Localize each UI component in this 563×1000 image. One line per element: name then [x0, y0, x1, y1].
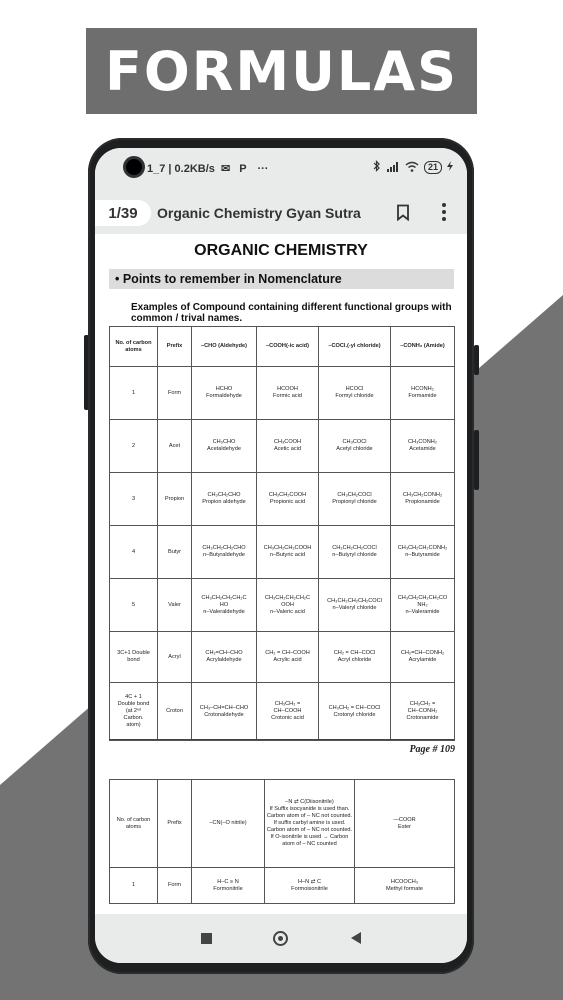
table-cell: CH₃CH₂CHO Propion aldehyde: [192, 473, 257, 526]
table-cell: CH₃CHO Acetaldehyde: [192, 420, 257, 473]
table-row: [110, 868, 455, 904]
status-right: [373, 160, 453, 175]
header-cell: No. of carbon atoms: [110, 327, 158, 367]
header-cell: No. of carbon atoms: [110, 780, 158, 868]
table-cell: 4C + 1 Double bond (at 2ⁿᵈ Carbon. atom): [110, 683, 158, 741]
table-cell: Form: [158, 868, 192, 904]
table-cell: Croton: [158, 683, 192, 741]
table-cell: CH₃CH₂COCl Propionyl chloride: [319, 473, 391, 526]
table-header-row: [110, 327, 455, 367]
header-cell: –COCl.(-yl chloride): [319, 327, 391, 367]
formulas-banner: [86, 28, 477, 114]
phone-side-button: [474, 345, 479, 375]
table-cell: HCHO Formaldehyde: [192, 367, 257, 420]
table-cell: H–N ⇄ C Formoisonitrile: [265, 868, 355, 904]
network-speed: 1_7 | 0.2KB/s: [147, 163, 215, 175]
table-cell: CH₃CONH₂ Acetamide: [391, 420, 455, 473]
banner-title: FORMULAS: [104, 39, 459, 103]
table-cell: CH₃CH₂CH₂CH₂C OOH n–Valeric acid: [257, 579, 319, 632]
table-cell: CH₃CH₂COOH Propionic acid: [257, 473, 319, 526]
table-row: [110, 420, 455, 473]
table-cell: Butyr: [158, 526, 192, 579]
table-cell: CH₃CH₂CONH₂ Propionamide: [391, 473, 455, 526]
table-cell: HCONH₂ Formamide: [391, 367, 455, 420]
table-row: [110, 526, 455, 579]
table-cell: 1: [110, 367, 158, 420]
header-cell: –N ⇄ C(Diisonitrile) If Suffix isocyanide is used than. Carbon atom of – NC not counted. If suffix carbyl amine is used. Carbon atom of – NC not counted. If O-isonitrile is used → Carbon atom of – NC counted: [265, 780, 355, 868]
table-cell: 4: [110, 526, 158, 579]
section-title: • Points to remember in Nomenclature: [109, 269, 454, 289]
table-row: [110, 683, 455, 741]
status-left: [147, 162, 268, 175]
phone-screen: [95, 148, 467, 963]
page-heading: ORGANIC CHEMISTRY: [194, 242, 368, 259]
table-cell: CH₃CH₂CH₂CH₂COCl n–Valeryl chloride: [319, 579, 391, 632]
table-row: [110, 473, 455, 526]
header-cell: –CHO (Aldehyde): [192, 327, 257, 367]
nitrile-ester-table: [109, 779, 455, 904]
navigation-bar: [95, 914, 467, 963]
table-header-row: [110, 780, 455, 868]
front-camera: [123, 156, 145, 178]
bookmark-icon[interactable]: [396, 204, 410, 226]
table-row: [110, 632, 455, 683]
table-cell: CH₃CH₂CH₂CH₂C HO n–Valeraldehyde: [192, 579, 257, 632]
table-cell: Form: [158, 367, 192, 420]
signal-icon: [386, 161, 400, 175]
recents-icon[interactable]: [201, 933, 212, 944]
battery-icon: 21: [424, 161, 442, 174]
table-cell: CH₂=CH–CONH₂ Acrylamide: [391, 632, 455, 683]
charging-icon: [447, 161, 453, 174]
table-cell: CH₃CH₂CH₂CH₂CO NH₂ n–Valeramide: [391, 579, 455, 632]
bluetooth-icon: [373, 160, 381, 175]
table-cell: CH₃–CH=CH–CHO Crotonaldehyde: [192, 683, 257, 741]
table-cell: Acryl: [158, 632, 192, 683]
table-cell: CH₃CH₂ = CH–COCl Crotonyl chloride: [319, 683, 391, 741]
p-icon: P: [239, 163, 247, 175]
table-cell: 1: [110, 868, 158, 904]
header-cell: –CN(–O nitrile): [192, 780, 265, 868]
table-cell: H–C ≡ N Formonitrile: [192, 868, 265, 904]
functional-groups-table: [109, 326, 455, 741]
table-cell: CH₃CH₂CH₂COOH n–Butyric acid: [257, 526, 319, 579]
table-cell: CH₂=CH–CHO Acrylaldehyde: [192, 632, 257, 683]
status-bar: [95, 148, 467, 190]
table-cell: CH₃COOH Acetic acid: [257, 420, 319, 473]
pdf-page[interactable]: [95, 234, 467, 914]
header-cell: —COOR Ester: [355, 780, 455, 868]
intro-text: Examples of Compound containing different functional groups with common / trival names.: [131, 302, 452, 324]
document-title: Organic Chemistry Gyan Sutra: [157, 205, 361, 221]
table-cell: 3C+1 Double bond: [110, 632, 158, 683]
wifi-icon: [405, 161, 419, 175]
table-cell: CH₂ = CH–COOH Acrylic acid: [257, 632, 319, 683]
home-icon[interactable]: [273, 931, 288, 946]
table-cell: Propion: [158, 473, 192, 526]
table-cell: CH₃CH₂ = CH–CONH₂ Crotonamide: [391, 683, 455, 741]
page-indicator[interactable]: 1/39: [95, 200, 151, 226]
header-cell: Prefix: [158, 327, 192, 367]
table-cell: CH₂ = CH–COCl Acryl chloride: [319, 632, 391, 683]
table-cell: CH₃COCl Acetyl chloride: [319, 420, 391, 473]
table-cell: 5: [110, 579, 158, 632]
table-cell: CH₃CH₂CH₂COCl n–Butyryl chloride: [319, 526, 391, 579]
more-notifications-icon: ···: [257, 163, 269, 175]
app-bar: [95, 190, 467, 234]
table-cell: 3: [110, 473, 158, 526]
phone-side-button: [474, 430, 479, 490]
table-cell: Valer: [158, 579, 192, 632]
table-cell: HCOOCH₃ Methyl formate: [355, 868, 455, 904]
table-cell: CH₃CH₂CH₂CONH₂ n–Butyramide: [391, 526, 455, 579]
table-cell: HCOOH Formic acid: [257, 367, 319, 420]
table-row: [110, 579, 455, 632]
table-cell: HCOCl Formyl chloride: [319, 367, 391, 420]
header-cell: –CONH₂ (Amide): [391, 327, 455, 367]
mail-icon: ✉: [220, 163, 231, 175]
page-number: Page # 109: [409, 744, 455, 755]
more-vert-icon[interactable]: [441, 202, 447, 227]
table-cell: Acet: [158, 420, 192, 473]
header-cell: –COOH(-ic acid): [257, 327, 319, 367]
table-cell: CH₃CH₂ = CH–COOH Crotonic acid: [257, 683, 319, 741]
table-cell: 2: [110, 420, 158, 473]
table-row: [110, 367, 455, 420]
page-divider: [109, 739, 454, 740]
table-cell: CH₃CH₂CH₂CHO n–Butyraldehyde: [192, 526, 257, 579]
back-icon[interactable]: [351, 932, 361, 944]
header-cell: Prefix: [158, 780, 192, 868]
